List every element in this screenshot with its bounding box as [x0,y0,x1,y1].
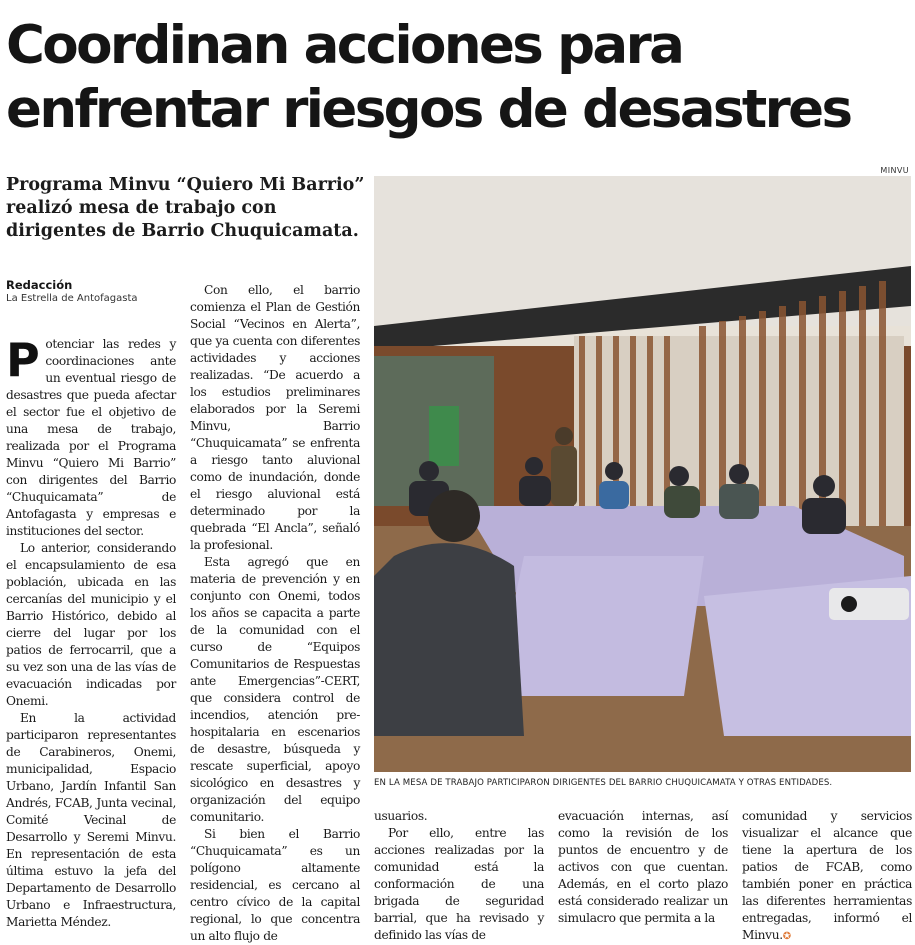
drop-cap: P [6,333,40,387]
paragraph-continued: usuarios. [374,809,428,823]
text-column-4 [558,808,728,930]
paragraph: Por ello, entre las acciones realizadas por la comunidad está la conformación de una brigada de seguridad barrial, que ha revisado y definido las vías de [374,826,544,942]
headline [6,14,911,142]
paragraph: En la actividad participaron representantes de Carabineros, Onemi, municipalidad, Espacio Urbano, Jardín Infantil San Andrés, FCAB, Junta vecinal, Comité Vecinal de Desarrollo y Seremi Minvu. En representación de esta última estuvo la jefa del Departamento de Desarrollo Urbano e Infraestructura, Marietta Méndez. [6,711,176,929]
subhead-line-2: realizó mesa de trabajo con [6,198,277,218]
subhead-line-3: dirigentes de Barrio Chuquicamata. [6,221,359,241]
text-column-3 [374,808,544,942]
photo-caption: EN LA MESA DE TRABAJO PARTICIPARON DIRIGENTES DEL BARRIO CHUQUICAMATA Y OTRAS ENTIDADES. [374,778,833,788]
paragraph-final-text: comunidad y servicios visualizar el alcance que tiene la apertura de los patios de FCAB, como también poner en práctica las diferentes herramientas entregadas, informó el Minvu. [742,809,912,942]
text-column-1 [6,333,176,930]
byline [6,278,186,305]
article-photo [374,176,911,772]
photo-credit: MINVU [880,166,909,175]
paragraph-continued [742,808,912,945]
subheadline [6,174,366,243]
paragraph: Con ello, el barrio comienza el Plan de Gestión Social “Vecinos en Alerta”, que ya cuenta con diferentes actividades y acciones realizadas. “De acuerdo a los estudios preliminares elaborados por la Seremi Minvu, Barrio “Chuquicamata” se enfrenta a riesgo tanto aluvional como de inundación, donde el riesgo aluvional está determinado por la quebrada “El Ancla”, señaló la profesional. [190,283,360,552]
paragraph-continued: evacuación internas, así como la revisión de los puntos de encuentro y de activos con que cuentan. Además, en el corto plazo está considerado realizar un simulacro que permita a la [558,809,728,925]
paragraph: Lo anterior, considerando el encapsulamiento de esa población, ubicada en las cercanías del municipio y el Barrio Histórico, debido al cierre del lugar por los patios de ferrocarril, que a su vez son una de las vías de evacuación indicadas por Onemi. [6,541,176,708]
meeting-room-photo [374,176,911,772]
paragraph: Esta agregó que en materia de prevención y en conjunto con Onemi, todos los años se capacita a parte de la comunidad con el curso de “Equipos Comunitarios de Respuestas ante Emergencias”-CERT, que considera control de incendios, atención pre-hospitalaria en escenarios de desastre, búsqueda y rescate superficial, apoyo sicológico en desastres y organización del equipo comunitario. [190,555,360,824]
paragraph: Si bien el Barrio “Chuquicamata” es un polígono altamente residencial, es cercano al centro cívico de la capital regional, lo que concentra un alto flujo de [190,827,360,943]
headline-line-1: Coordinan acciones para [6,15,683,76]
text-column-2 [190,282,360,943]
paragraph-intro [6,333,176,540]
end-mark-icon: ✪ [782,931,791,942]
subhead-line-1: Programa Minvu “Quiero Mi Barrio” [6,175,365,195]
paragraph-intro-text: otenciar las redes y coordinaciones ante un eventual riesgo de desastres que pueda afectar el sector fue el objetivo de una mesa de trabajo, realizada por el Programa Minvu “Quiero Mi Barrio” con dirigentes del Barrio “Chuquicamata” de Antofagasta y empresas e instituciones del sector. [6,337,176,538]
author: Redacción [6,278,73,292]
outlet-name: La Estrella de Antofagasta [6,293,138,304]
headline-line-2: enfrentar riesgos de desastres [6,79,851,140]
text-column-5 [742,808,912,942]
